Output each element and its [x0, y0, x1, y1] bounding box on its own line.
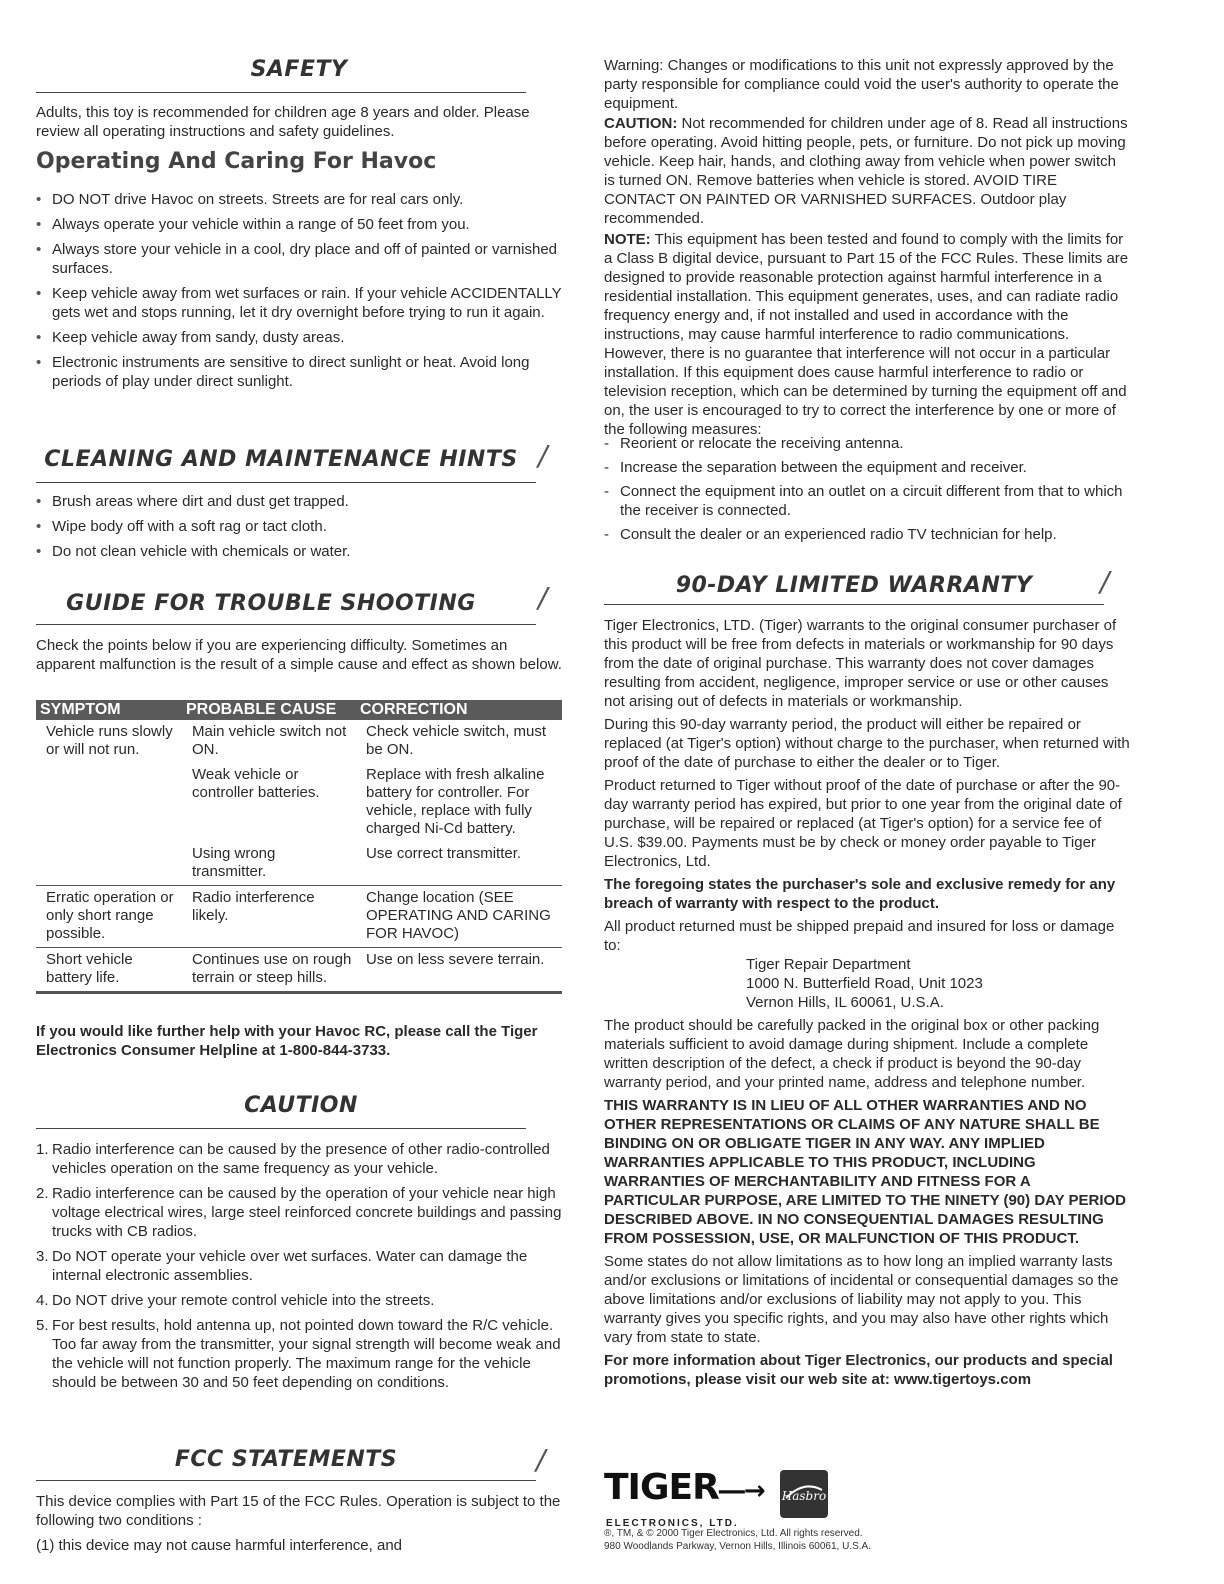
table-row [36, 886, 562, 948]
list-item: 1. Radio interference can be caused by the presence of other radio-controlled vehicles operation on the same frequency as your vehicle. [36, 1141, 550, 1177]
list-item: • Always store your vehicle in a cool, dry place and off of painted or varnished surfaces. [36, 240, 562, 278]
helpline-text: If you would like further help with your Havoc RC, please call the Tiger Electronics Consumer Helpline at 1-800-844-3733. [36, 1023, 538, 1059]
tiger-logo: TIGER―→ [604, 1467, 765, 1508]
list-item: 5. For best results, hold antenna up, not pointed down toward the R/C vehicle. Too far away from the transmitter, your signal strength will become weak and the vehicle will not function properly. The maximum range for the vehicle should be between 30 and 50 feet depending on conditions. [36, 1317, 561, 1391]
list-item: 3. Do NOT operate your vehicle over wet surfaces. Water can damage the internal electronic assemblies. [36, 1248, 528, 1284]
table-row [36, 948, 562, 993]
title-slash: / [538, 581, 548, 614]
list-item: • DO NOT drive Havoc on streets. Streets are for real cars only. [36, 190, 562, 209]
table-cell: Check vehicle switch, must be ON. [366, 723, 547, 758]
list-item: • Do not clean vehicle with chemicals or water. [36, 542, 562, 561]
cleaning-rule [36, 482, 536, 483]
warranty-title: 90-DAY LIMITED WARRANTY [675, 573, 1033, 598]
warning-text: Warning: Changes or modifications to this unit not expressly approved by the party responsible for compliance could void the user's authority to operate the equipment. [604, 57, 1119, 112]
fcc-note: NOTE: This equipment has been tested and found to comply with the limits for a Class B digital device, pursuant to Part 15 of the FCC Rules. These limits are designed to provide reasonable protection against harmful interference in a residential installation. This equipment generates, uses, and can radiate radio frequency energy and, if not installed and used in accordance with the instructions, may cause harmful interference to radio communications. However, there is no guarantee that interference will not occur in a particular installation. If this equipment does cause harmful interference to radio or television reception, which can be determined by turning the equipment off and on, the user is encouraged to try to correct the interference by one or more of the following measures: [604, 231, 1129, 438]
table-cell: Use correct transmitter. [366, 845, 522, 862]
list-item: - Increase the separation between the equipment and receiver. [604, 458, 1130, 477]
column-header: PROBABLE CAUSE [182, 700, 356, 720]
caution-list [36, 1140, 562, 1398]
fcc-rule [36, 1480, 536, 1481]
fcc-title: FCC STATEMENTS [174, 1447, 398, 1472]
list-item: • Wipe body off with a soft rag or tact cloth. [36, 517, 562, 536]
table-row [36, 720, 562, 763]
list-item: • Keep vehicle away from sandy, dusty areas. [36, 328, 562, 347]
trouble-title: GUIDE FOR TROUBLE SHOOTING [66, 591, 476, 616]
table-cell: Radio interference likely. [182, 886, 356, 948]
safety-text: Adults, this toy is recommended for children age 8 years and older. Please review all operating instructions and safety guidelines. [36, 104, 530, 140]
table-cell: Main vehicle switch not ON. [192, 723, 347, 758]
list-item: 4. Do NOT drive your remote control vehicle into the streets. [36, 1292, 435, 1309]
caution-notice: CAUTION: Not recommended for children under age of 8. Read all instructions before operating. Avoid hitting people, pets, or furniture. Do not pick up moving vehicle. Keep hair, hands, and clothing away from vehicle when power switch is turned ON. Remove batteries when vehicle is stored. AVOID TIRE CONTACT ON PAINTED OR VARNISHED SURFACES. Outdoor play recommended. [604, 115, 1128, 227]
warranty-body: Tiger Electronics, LTD. (Tiger) warrants to the original consumer purchaser of this product will be free from defects in materials or workmanship for 90 days from the date of original purchase. This warranty does not cover damages resulting from accident, negligence, improper service or use or other causes not arising out of defects in materials or workmanship. During this 90-day warranty period, the product will either be repaired or replaced (at Tiger's option) without charge to the purchaser, when returned with proof of the date of purchase to either the dealer or to Tiger. Product returned to Tiger without proof of the date of purchase or after the 90-day warranty period has expired, but prior to one year from the original date of purchase, will be repaired or replaced (at Tiger's option) for a service fee of U.S. $39.00. Payments must be by check or money order payable to Tiger Electronics, Ltd. The foregoing states the purchaser's sole and exclusive remedy for any breach of warranty with respect to the product. All product returned must be shipped prepaid and insured for loss or damage to: Tiger Repair Department 1000 N. Butterfield Road, Unit 1023 Vernon Hills, IL 60061, U.S.A. The product should be carefully packed in the original box or other packing materials sufficient to avoid damage during shipment. Include a complete written description of the defect, a check if product is beyond the 90-day warranty period, and your printed name, address and telephone number. THIS WARRANTY IS IN LIEU OF ALL OTHER WARRANTIES AND NO OTHER REPRESENTATIONS OR CLAIMS OF ANY NATURE SHALL BE BINDING ON OR OBLIGATE TIGER IN ANY WAY. ANY IMPLIED WARRANTIES APPLICABLE TO THIS PRODUCT, INCLUDING WARRANTIES OF MERCHANTABILITY AND FITNESS FOR A PARTICULAR PURPOSE, ARE LIMITED TO THE NINETY (90) DAY PERIOD DESCRIBED ABOVE. IN NO CONSEQUENTIAL DAMAGES RESULTING FROM POSSESSION, USE, OR MALFUNCTION OF THIS PRODUCT. Some states do not allow limitations as to how long an implied warranty lasts and/or exclusions or limitations of incidental or consequential damages so the above limitations and/or exclusions of liability may not apply to you. This warranty gives you specific rights, and you may also have other rights which vary from state to state. For more information about Tiger Electronics, our products and special promotions, please visit our web site at: www.tigertoys.com [604, 617, 1130, 1388]
table-cell: Erratic operation or only short range possible. [36, 886, 182, 948]
table-cell: Short vehicle battery life. [36, 948, 182, 993]
trouble-intro: Check the points below if you are experiencing difficulty. Sometimes an apparent malfunction is the result of a simple cause and effect as shown below. [36, 637, 562, 673]
caution-title: CAUTION [244, 1093, 358, 1118]
list-item: - Reorient or relocate the receiving antenna. [604, 434, 1130, 453]
list-item: 2. Radio interference can be caused by the operation of your vehicle near high voltage electrical wires, large steel reinforced concrete buildings and passing trucks with CB radios. [36, 1185, 562, 1240]
caution-rule [36, 1128, 526, 1129]
list-item: • Brush areas where dirt and dust get trapped. [36, 492, 562, 511]
hasbro-logo-icon [778, 1468, 830, 1520]
column-header: CORRECTION [356, 700, 562, 720]
table-cell: Replace with fresh alkaline battery for controller. For vehicle, replace with fully charged Ni-Cd battery. [366, 766, 545, 837]
list-item: - Connect the equipment into an outlet on a circuit different from that to which the receiver is connected. [604, 482, 1130, 520]
cleaning-list [36, 492, 562, 567]
operating-list [36, 190, 562, 397]
copyright-notice: ®, TM, & © 2000 Tiger Electronics, Ltd. All rights reserved. 980 Woodlands Parkway, Vernon Hills, Illinois 60061, U.S.A. [604, 1528, 871, 1552]
fcc-text: This device complies with Part 15 of the FCC Rules. Operation is subject to the following two conditions : (1) this device may not cause harmful interference, and [36, 1493, 561, 1554]
list-item: • Always operate your vehicle within a range of 50 feet from you. [36, 215, 562, 234]
table-cell: Continues use on rough terrain or steep hills. [182, 948, 356, 993]
list-item: - Consult the dealer or an experienced radio TV technician for help. [604, 525, 1130, 544]
title-slash: / [538, 439, 548, 472]
warranty-rule [604, 604, 1104, 605]
title-slash: / [1100, 565, 1110, 598]
safety-title: SAFETY [250, 57, 348, 82]
table-cell: Vehicle runs slowly or will not run. [46, 723, 173, 758]
table-cell: Change location (SEE OPERATING AND CARING FOR HAVOC) [356, 886, 562, 948]
operating-title: Operating And Caring For Havoc [36, 149, 437, 174]
table-cell: Weak vehicle or controller batteries. [192, 766, 320, 801]
table-cell: Using wrong transmitter. [192, 845, 276, 880]
svg-text:Hasbro: Hasbro [781, 1489, 827, 1503]
list-item: • Keep vehicle away from wet surfaces or rain. If your vehicle ACCIDENTALLY gets wet and stops running, let it dry overnight before trying to run it again. [36, 284, 562, 322]
table-cell: Use on less severe terrain. [356, 948, 562, 993]
cleaning-title: CLEANING AND MAINTENANCE HINTS [44, 447, 518, 472]
fcc-measures [604, 434, 1130, 549]
title-slash: / [536, 1443, 546, 1476]
trouble-rule [36, 624, 536, 625]
list-item: • Electronic instruments are sensitive to direct sunlight or heat. Avoid long periods of play under direct sunlight. [36, 353, 562, 391]
tiger-logo-subtitle: ELECTRONICS, LTD. [606, 1518, 739, 1529]
column-header: SYMPTOM [36, 700, 182, 720]
trouble-table [36, 700, 562, 994]
safety-rule [36, 92, 526, 93]
repair-address: Tiger Repair Department [746, 956, 911, 973]
